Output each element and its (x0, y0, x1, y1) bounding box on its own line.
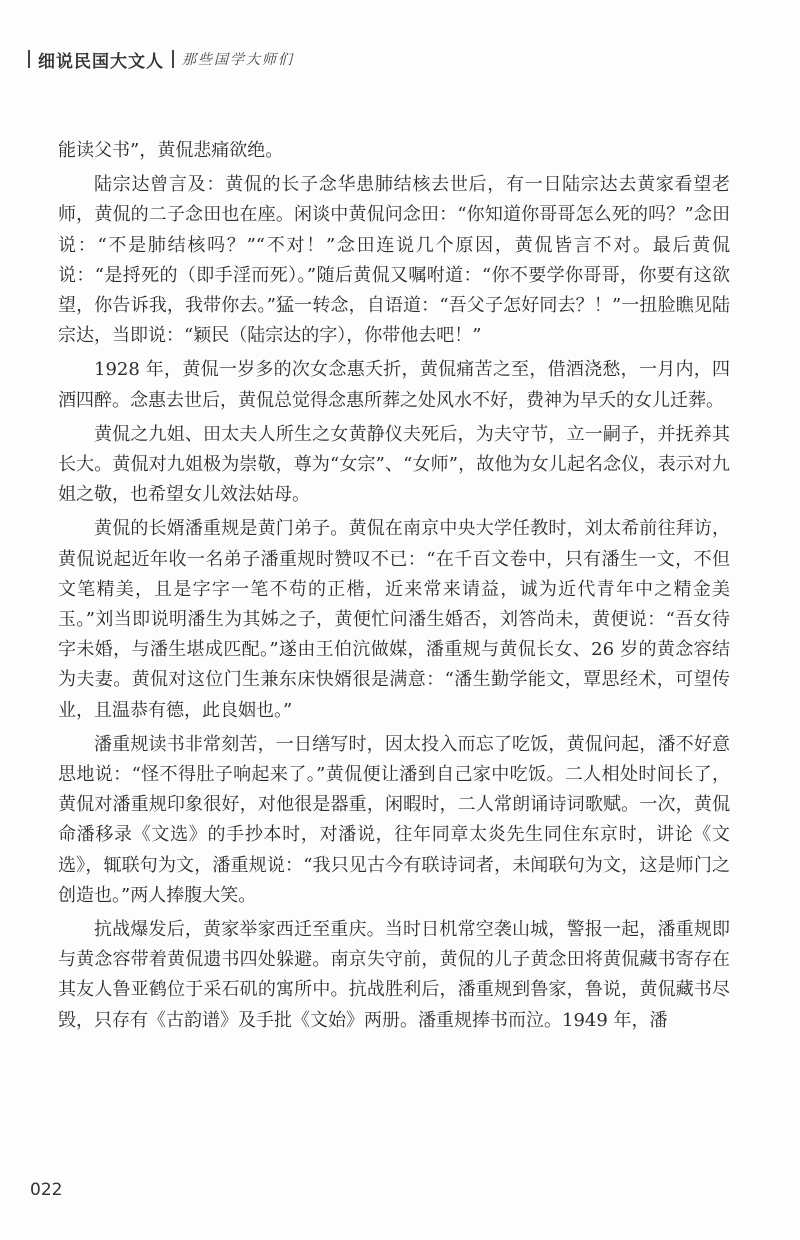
book-title: 细说民国大文人 (38, 51, 164, 72)
body-text (58, 136, 730, 1040)
paragraph: 陆宗达曾言及：黄侃的长子念华患肺结核去世后，有一日陆宗达去黄家看望老师，黄侃的二子念田也在座。闲谈中黄侃问念田：“你知道你哥哥怎么死的吗？”念田说：“不是肺结核吗？”“不对！”念田连说几个原因，黄侃皆言不对。最后黄侃说：“是捋死的（即手淫而死）。”随后黄侃又嘱咐道：“你不要学你哥哥，你要有这欲望，你告诉我，我带你去。”猛一转念，自语道：“吾父子怎好同去？！”一扭脸瞧见陆宗达，当即说：“颖民（陆宗达的字），你带他去吧！” (58, 174, 730, 347)
page-number: 022 (30, 1180, 63, 1200)
paragraph: 潘重规读书非常刻苦，一日缮写时，因太投入而忘了吃饭，黄侃问起，潘不好意思地说：“怪不得肚子响起来了。”黄侃便让潘到自己家中吃饭。二人相处时间长了，黄侃对潘重规印象很好，对他很是器重，闲暇时，二人常朗诵诗词歌赋。一次，黄侃命潘移录《文选》的手抄本时，对潘说，往年同章太炎先生同住东京时，讲论《文选》，辄联句为文，潘重规说：“我只见古今有联诗词者，未闻联句为文，这是师门之创造也。”两人捧腹大笑。 (58, 733, 730, 906)
header-divider (172, 50, 174, 68)
running-header (20, 44, 294, 74)
paragraph: 黄侃的长婿潘重规是黄门弟子。黄侃在南京中央大学任教时，刘太希前往拜访，黄侃说起近年收一名弟子潘重规时赞叹不已：“在千百文卷中，只有潘生一文，不但文笔精美，且是字字一笔不苟的正楷，近来常来请益，诚为近代青年中之精金美玉。”刘当即说明潘生为其姊之子，黄便忙问潘生婚否，刘答尚未，黄便说：“吾女待字未婚，与潘生堪成匹配。”遂由王伯沆做媒，潘重规与黄侃长女、26 岁的黄念容结为夫妻。黄侃对这位门生兼东床快婿很是满意：“潘生勤学能文，覃思经术，可望传业，且温恭有德，此良姻也。” (58, 518, 730, 721)
paragraph: 1928 年，黄侃一岁多的次女念惠夭折，黄侃痛苦之至，借酒浇愁，一月内，四酒四醉。念惠去世后，黄侃总觉得念惠所葬之处风水不好，费神为早夭的女儿迁葬。 (58, 359, 730, 411)
paragraph: 能读父书”，黄侃悲痛欲绝。 (58, 140, 284, 161)
paragraph: 黄侃之九姐、田太夫人所生之女黄静仪夫死后，为夫守节，立一嗣子，并抚养其长大。黄侃对九姐极为崇敬，尊为“女宗”、“女师”，故他为女儿起名念仪，表示对九姐之敬，也希望女儿效法姑母。 (58, 423, 730, 506)
paragraph: 抗战爆发后，黄家举家西迁至重庆。当时日机常空袭山城，警报一起，潘重规即与黄念容带着黄侃遗书四处躲避。南京失守前，黄侃的儿子黄念田将黄侃藏书寄存在其友人鲁亚鹤位于采石矶的寓所中。抗战胜利后，潘重规到鲁家，鲁说，黄侃藏书尽毁，只存有《古韵谱》及手批《文始》两册。潘重规捧书而泣。1949 年，潘 (58, 919, 730, 1031)
book-subtitle: 那些国学大师们 (182, 52, 294, 68)
header-divider (28, 50, 30, 68)
